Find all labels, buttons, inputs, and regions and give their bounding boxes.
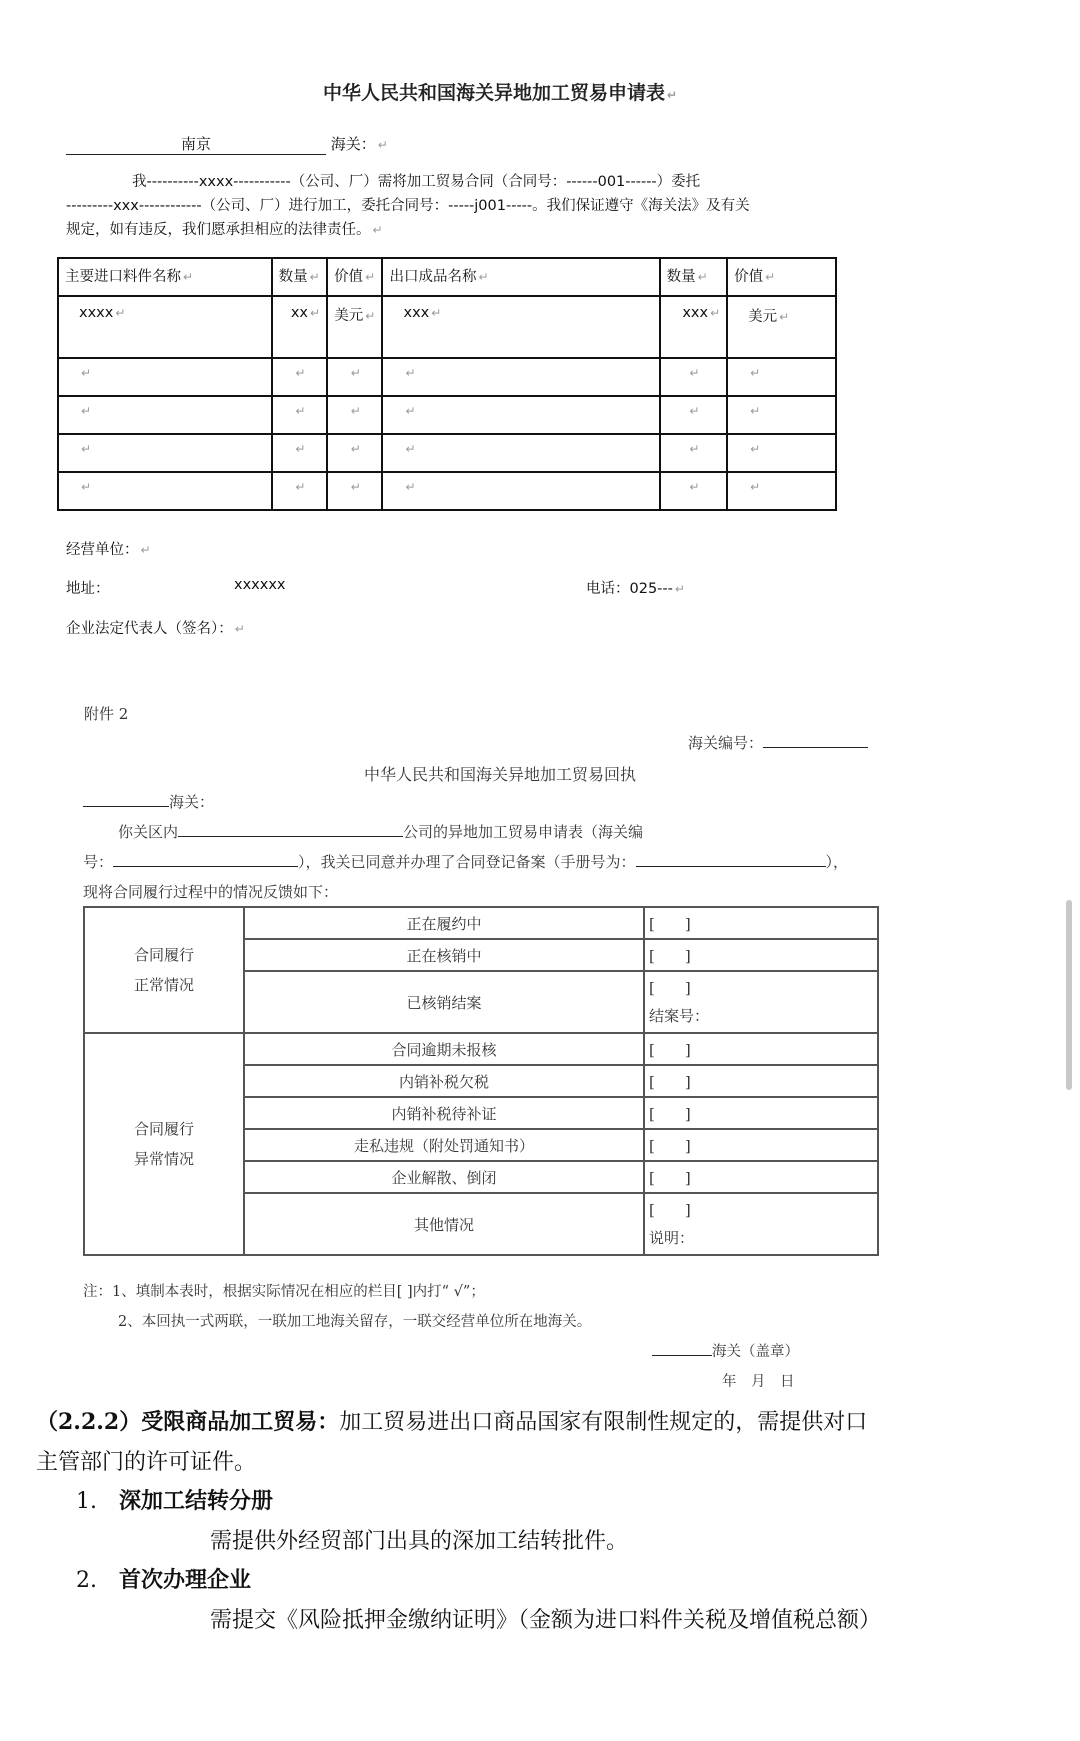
return-mark-icon: ↵ (750, 404, 761, 418)
return-mark-icon: ↵ (350, 442, 361, 456)
normal-category-cell (84, 907, 244, 1033)
line2-text-c: ）， (825, 853, 849, 871)
table-cell[interactable] (727, 434, 836, 472)
table-cell[interactable] (327, 434, 382, 472)
scrollbar-thumb[interactable] (1066, 900, 1072, 1090)
cell-text: 美元 (748, 309, 778, 325)
return-mark-icon: ↵ (183, 270, 194, 284)
return-mark-icon: ↵ (405, 404, 416, 418)
header-text: 数量 (666, 269, 696, 285)
status-checkbox[interactable]: [ ] (644, 939, 878, 971)
form1-customs-name: 南京 (66, 133, 326, 155)
phone-field (586, 577, 685, 598)
return-mark-icon: ↵ (377, 138, 388, 152)
list-number: 1. (76, 1489, 97, 1514)
table-cell[interactable] (727, 296, 836, 358)
status-item: 已核销结案 (244, 971, 644, 1033)
form1-title-text: 中华人民共和国海关异地加工贸易申请表 (322, 82, 665, 104)
form2-body-line1 (118, 821, 643, 842)
form1-body (66, 170, 901, 242)
return-mark-icon: ↵ (350, 480, 361, 494)
form2-status-table (83, 906, 879, 1256)
header-import-name (58, 258, 272, 296)
line2-text-b: ），我关已同意并办理了合同登记备案（手册号为： (298, 853, 636, 871)
table-cell[interactable] (272, 434, 327, 472)
status-checkbox[interactable]: [ ] (644, 1033, 878, 1065)
return-mark-icon: ↵ (350, 404, 361, 418)
form1-customs-suffix: 海关： (330, 135, 376, 153)
cell-text: 美元 (334, 308, 364, 324)
list-item-1-text: 需提供外经贸部门出具的深加工结转批件。 (210, 1529, 629, 1554)
section-paragraph-line2: 主管部门的许可证件。 (36, 1450, 257, 1475)
return-mark-icon: ↵ (689, 442, 700, 456)
return-mark-icon: ↵ (750, 480, 761, 494)
table-row (58, 296, 836, 358)
form2-title: 中华人民共和国海关异地加工贸易回执 (363, 765, 636, 784)
note-line-1: 注：1、填制本表时，根据实际情况在相应的栏目[ ]内打“ √”； (83, 1284, 485, 1300)
category-text: 正常情况 (133, 976, 194, 994)
table-cell[interactable] (327, 296, 382, 358)
status-checkbox[interactable]: [ ] (644, 1097, 878, 1129)
return-mark-icon: ↵ (140, 543, 151, 557)
table-header-row (58, 258, 836, 296)
section-heading: （2.2.2）受限商品加工贸易： (36, 1409, 340, 1435)
return-mark-icon: ↵ (309, 270, 320, 284)
return-mark-icon: ↵ (295, 480, 306, 494)
table-cell[interactable] (660, 358, 728, 396)
customs-blank[interactable] (83, 806, 169, 807)
explain-label: 说明： (649, 1229, 695, 1247)
status-item: 内销补税待补证 (244, 1097, 644, 1129)
section-text: 加工贸易进出口商品国家有限制性规定的，需提供对口 (339, 1410, 868, 1435)
return-mark-icon: ↵ (81, 442, 92, 456)
return-mark-icon: ↵ (405, 366, 416, 380)
table-cell[interactable] (58, 396, 272, 434)
return-mark-icon: ↵ (779, 310, 790, 324)
date-line: 年 月 日 (722, 1374, 795, 1390)
company-blank[interactable] (178, 836, 403, 837)
form1-title (0, 78, 1000, 105)
operating-unit-line (66, 538, 151, 559)
table-cell[interactable] (382, 472, 659, 510)
table-cell[interactable] (272, 296, 327, 358)
customs-number-blank[interactable] (763, 747, 868, 748)
status-item: 走私违规（附处罚通知书） (244, 1129, 644, 1161)
form1-body-line1 (66, 170, 901, 194)
return-mark-icon: ↵ (295, 366, 306, 380)
operating-unit-label: 经营单位： (66, 542, 139, 558)
table-cell[interactable] (382, 396, 659, 434)
form1-goods-table (57, 257, 837, 511)
checkbox-text: [ ] (649, 1201, 691, 1219)
status-checkbox-with-note[interactable] (644, 1193, 878, 1255)
status-checkbox[interactable]: [ ] (644, 1129, 878, 1161)
cell-text: xxxx (79, 305, 114, 321)
header-value-2 (727, 258, 836, 296)
table-cell[interactable] (727, 472, 836, 510)
table-row (58, 358, 836, 396)
customs-number-label: 海关编号： (688, 734, 764, 752)
table-cell[interactable] (660, 296, 728, 358)
return-mark-icon: ↵ (689, 366, 700, 380)
return-mark-icon: ↵ (431, 306, 442, 320)
header-text: 数量 (278, 269, 308, 285)
checkbox-text: [ ] (649, 979, 691, 997)
return-mark-icon: ↵ (350, 366, 361, 380)
cell-text: xxx (403, 305, 430, 321)
status-item: 合同逾期未报核 (244, 1033, 644, 1065)
return-mark-icon: ↵ (697, 270, 708, 284)
return-mark-icon: ↵ (674, 582, 685, 596)
table-cell[interactable] (660, 434, 728, 472)
seal-blank[interactable] (652, 1355, 712, 1356)
return-mark-icon: ↵ (689, 480, 700, 494)
return-mark-icon: ↵ (666, 88, 678, 102)
header-text: 主要进口料件名称 (65, 269, 181, 285)
table-cell[interactable] (327, 396, 382, 434)
legal-rep-label: 企业法定代表人（签名）： (66, 621, 233, 637)
address-value: xxxxxx (234, 577, 286, 593)
return-mark-icon: ↵ (750, 366, 761, 380)
header-text: 价值 (734, 269, 764, 285)
return-mark-icon: ↵ (81, 366, 92, 380)
note-line-2: 2、本回执一式两联，一联加工地海关留存，一联交经营单位所在地海关。 (118, 1314, 592, 1330)
line1-text-a: 你关区内 (118, 823, 179, 841)
status-checkbox[interactable]: [ ] (644, 907, 878, 939)
form1-customs-line (66, 133, 388, 155)
table-cell[interactable] (660, 472, 728, 510)
list-number: 2. (76, 1568, 97, 1593)
table-row (58, 434, 836, 472)
status-checkbox[interactable]: [ ] (644, 1161, 878, 1193)
return-mark-icon: ↵ (365, 270, 376, 284)
table-cell[interactable] (660, 396, 728, 434)
return-mark-icon: ↵ (234, 622, 245, 636)
abnormal-category-cell (84, 1033, 244, 1255)
form1-body-line1-text: 我----------xxxx-----------（公司、厂）需将加工贸易合同（合同号：------001------）委托 (132, 174, 701, 190)
status-item: 正在履约中 (244, 907, 644, 939)
table-cell[interactable] (327, 358, 382, 396)
return-mark-icon: ↵ (405, 442, 416, 456)
return-mark-icon: ↵ (405, 480, 416, 494)
header-qty-2 (660, 258, 728, 296)
return-mark-icon: ↵ (365, 309, 376, 323)
phone-label: 电话： (586, 581, 630, 597)
form-number-blank[interactable] (113, 866, 298, 867)
list-item-2-text: 需提交《风险抵押金缴纳证明》（金额为进口料件关税及增值税总额） (210, 1608, 882, 1633)
table-row (84, 907, 878, 939)
category-text: 合同履行 (133, 946, 194, 964)
cell-text: xxx (682, 305, 709, 321)
status-item: 其他情况 (244, 1193, 644, 1255)
section-paragraph (36, 1405, 867, 1436)
table-cell[interactable] (272, 472, 327, 510)
header-text: 出口成品名称 (389, 269, 477, 285)
status-item: 正在核销中 (244, 939, 644, 971)
phone-value: 025--- (629, 581, 673, 597)
form1-body-line2-text: ---------xxx------------（公司、厂）进行加工，委托合同号：-----j001-----。我们保证遵守《海关法》及有关 (66, 198, 750, 214)
table-cell[interactable] (58, 472, 272, 510)
form2-body-line3: 现将合同履行过程中的情况反馈如下： (83, 883, 339, 901)
table-row (58, 472, 836, 510)
table-cell[interactable] (58, 358, 272, 396)
return-mark-icon: ↵ (689, 404, 700, 418)
form2-customs-line (83, 791, 214, 812)
return-mark-icon: ↵ (310, 306, 321, 320)
status-item: 企业解散、倒闭 (244, 1161, 644, 1193)
list-item-1-heading (76, 1484, 273, 1515)
return-mark-icon: ↵ (81, 404, 92, 418)
line2-text-a: 号： (83, 853, 114, 871)
status-item: 内销补税欠税 (244, 1065, 644, 1097)
return-mark-icon: ↵ (765, 270, 776, 284)
category-text: 异常情况 (133, 1150, 194, 1168)
status-checkbox[interactable]: [ ] (644, 1065, 878, 1097)
table-cell[interactable] (58, 296, 272, 358)
legal-rep-line (66, 617, 245, 638)
seal-label: 海关（盖章） (712, 1344, 799, 1360)
table-cell[interactable] (382, 358, 659, 396)
manual-number-blank[interactable] (636, 866, 826, 867)
form2-body-line2 (83, 851, 848, 872)
return-mark-icon: ↵ (372, 223, 383, 237)
table-cell[interactable] (272, 396, 327, 434)
return-mark-icon: ↵ (81, 480, 92, 494)
table-cell[interactable] (382, 296, 659, 358)
seal-line (652, 1340, 799, 1361)
table-row (84, 1033, 878, 1065)
return-mark-icon: ↵ (295, 404, 306, 418)
form2-customs-label: 海关： (169, 793, 215, 811)
cell-text: xx (290, 305, 308, 321)
header-qty (272, 258, 327, 296)
table-cell[interactable] (727, 396, 836, 434)
table-cell[interactable] (58, 434, 272, 472)
header-value (327, 258, 382, 296)
category-text: 合同履行 (133, 1120, 194, 1138)
return-mark-icon: ↵ (710, 306, 721, 320)
form1-body-line3-text: 规定，如有违反，我们愿承担相应的法律责任。 (66, 222, 371, 238)
return-mark-icon: ↵ (478, 270, 489, 284)
line1-text-b: 公司的异地加工贸易申请表（海关编 (403, 823, 644, 841)
form1-body-line2 (66, 194, 901, 218)
header-text: 价值 (334, 269, 364, 285)
table-cell[interactable] (727, 358, 836, 396)
address-label: 地址： (66, 581, 110, 597)
return-mark-icon: ↵ (295, 442, 306, 456)
table-row (58, 396, 836, 434)
customs-number-line (688, 732, 868, 753)
attachment-label: 附件 2 (84, 705, 129, 723)
status-checkbox-with-note[interactable] (644, 971, 878, 1033)
return-mark-icon: ↵ (750, 442, 761, 456)
address-line (66, 577, 706, 598)
form1-body-line3 (66, 218, 901, 242)
list-title: 首次办理企业 (119, 1567, 252, 1593)
list-item-2-heading (76, 1563, 251, 1594)
header-export-name (382, 258, 659, 296)
return-mark-icon: ↵ (115, 306, 126, 320)
table-cell[interactable] (327, 472, 382, 510)
list-title: 深加工结转分册 (119, 1488, 274, 1514)
table-cell[interactable] (272, 358, 327, 396)
table-cell[interactable] (382, 434, 659, 472)
close-number-label: 结案号： (649, 1007, 710, 1025)
